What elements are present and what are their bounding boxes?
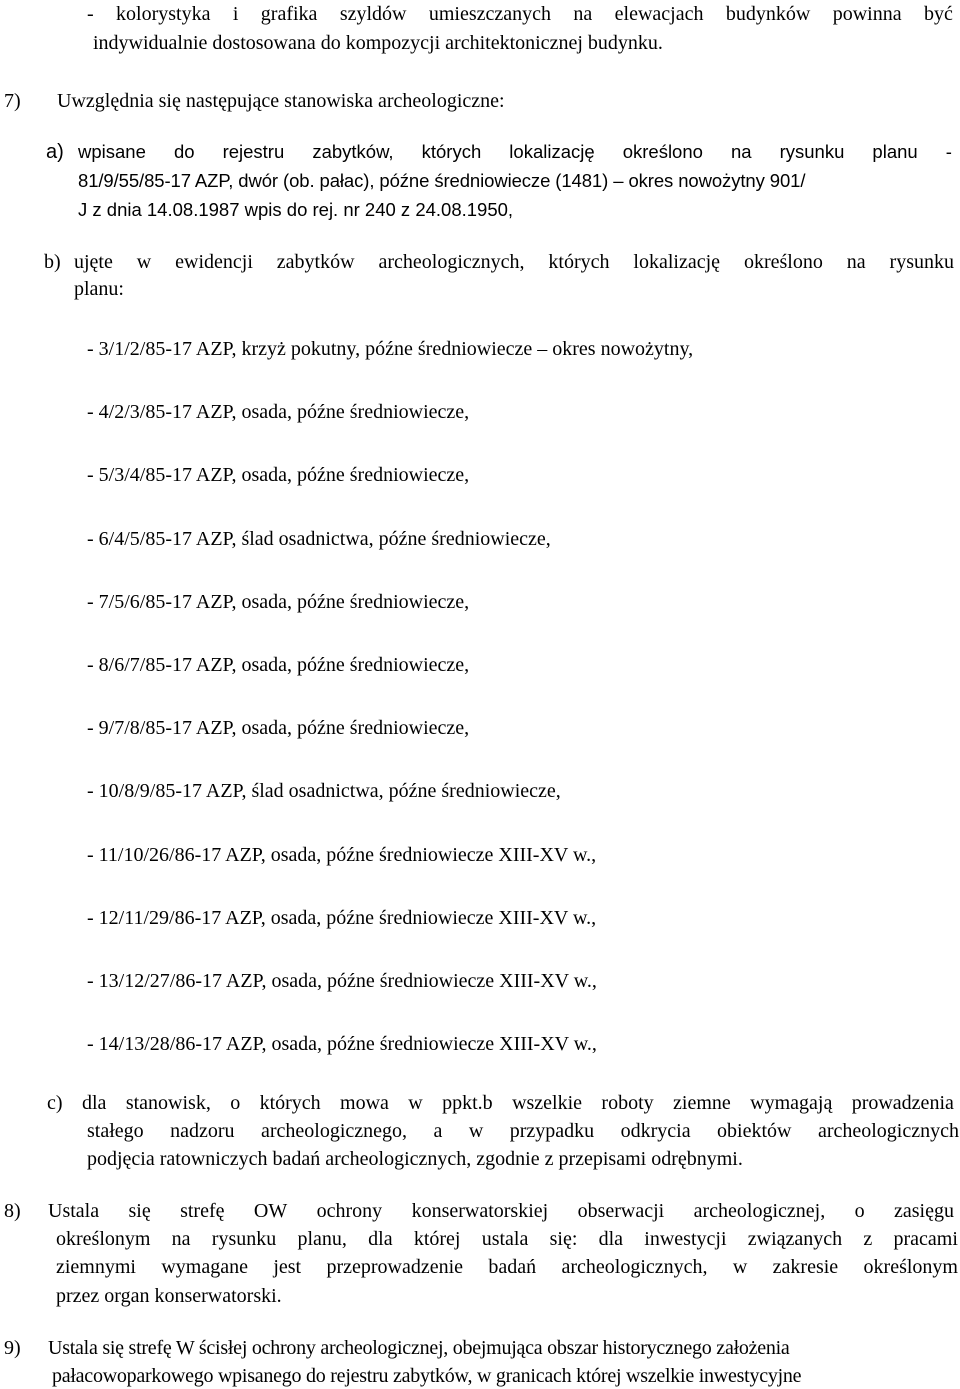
section-9-number: 9) [4,1337,21,1359]
section-7a-line-3: J z dnia 14.08.1987 wpis do rej. nr 240 z 24.08.1950, [78,199,514,220]
archaeological-site-item: - 10/8/9/85-17 AZP, ślad osadnictwa, późne średniowiecze, [87,780,561,802]
intro-line-2: indywidualnie dostosowana do kompozycji architektonicznej budynku. [93,32,663,54]
section-7c-line-2: stałego nadzoru archeologicznego, a w przypadku odkrycia obiektów archeologicznych [87,1120,959,1142]
section-7-number: 7) [4,90,21,112]
archaeological-site-item: - 4/2/3/85-17 AZP, osada, późne średniowiecze, [87,401,470,423]
archaeological-site-item: - 13/12/27/86-17 AZP, osada, późne średniowiecze XIII-XV w., [87,970,597,992]
section-7b-line-2: planu: [74,278,124,300]
section-7c-line-1: dla stanowisk, o których mowa w ppkt.b wszelkie roboty ziemne wymagają prowadzenia [82,1092,954,1114]
section-8-line-4: przez organ konserwatorski. [56,1285,282,1307]
archaeological-site-item: - 8/6/7/85-17 AZP, osada, późne średniowiecze, [87,654,470,676]
section-7c-marker: c) [47,1092,63,1114]
section-7a-marker: a) [46,141,64,163]
section-8-line-1: Ustala się strefę OW ochrony konserwatorskiej obserwacji archeologicznej, o zasięgu [48,1200,954,1222]
section-7b-line-1: ujęte w ewidencji zabytków archeologicznych, których lokalizację określono na rysunku [74,251,954,273]
archaeological-site-item: - 9/7/8/85-17 AZP, osada, późne średniowiecze, [87,717,470,739]
section-8-line-3: ziemnymi wymagane jest przeprowadzenie badań archeologicznych, w zakresie określonym [56,1256,958,1278]
archaeological-site-item: - 7/5/6/85-17 AZP, osada, późne średniowiecze, [87,591,470,613]
archaeological-site-item: - 5/3/4/85-17 AZP, osada, późne średniowiecze, [87,464,470,486]
intro-line-1: - kolorystyka i grafika szyldów umieszczanych na elewacjach budynków powinna być [87,3,953,25]
archaeological-site-item: - 3/1/2/85-17 AZP, krzyż pokutny, późne średniowiecze – okres nowożytny, [87,338,694,360]
section-7a-line-2: 81/9/55/85-17 AZP, dwór (ob. pałac), późne średniowiecze (1481) – okres nowożytny 901/ [78,170,806,191]
section-7-heading: Uwzględnia się następujące stanowiska archeologiczne: [57,90,505,112]
archaeological-site-item: - 12/11/29/86-17 AZP, osada, późne średniowiecze XIII-XV w., [87,907,597,929]
section-9-line-1: Ustala się strefę W ścisłej ochrony archeologicznej, obejmująca obszar historycznego założenia [48,1337,790,1359]
section-9-line-2: pałacowoparkowego wpisanego do rejestru zabytków, w granicach której wszelkie inwestycyjne [52,1365,802,1387]
section-8-line-2: określonym na rysunku planu, dla której ustala się: dla inwestycji związanych z pracami [56,1228,958,1250]
section-8-number: 8) [4,1200,21,1222]
section-7b-marker: b) [44,251,61,273]
archaeological-site-item: - 14/13/28/86-17 AZP, osada, późne średniowiecze XIII-XV w., [87,1033,597,1055]
section-7a-line-1: wpisane do rejestru zabytków, których lokalizację określono na rysunku planu - [78,141,952,162]
section-7c-line-3: podjęcia ratowniczych badań archeologicznych, zgodnie z przepisami odrębnymi. [87,1148,743,1170]
archaeological-site-item: - 11/10/26/86-17 AZP, osada, późne średniowiecze XIII-XV w., [87,844,597,866]
archaeological-site-item: - 6/4/5/85-17 AZP, ślad osadnictwa, późne średniowiecze, [87,528,551,550]
